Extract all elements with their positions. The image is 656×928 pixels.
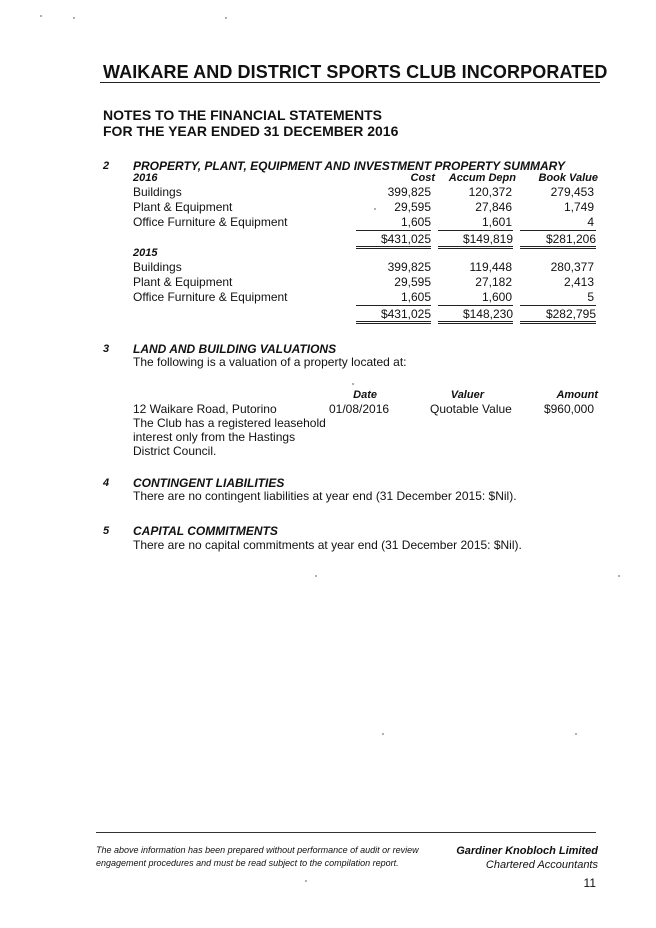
accum-depn-value: 27,846 [475, 200, 512, 214]
note-4-text: There are no contingent liabilities at year end (31 December 2015: $Nil). [133, 489, 517, 503]
column-header-book-value: Book Value [538, 172, 598, 184]
note-2-heading: PROPERTY, PLANT, EQUIPMENT AND INVESTMENT PROPERTY SUMMARY [133, 159, 566, 173]
cost-value: 399,825 [387, 260, 431, 274]
note-3-number: 3 [103, 343, 110, 355]
total-cost-2016: $431,025 [356, 230, 431, 249]
scan-speck [315, 575, 317, 577]
scan-speck [352, 383, 354, 385]
scan-speck [575, 733, 577, 735]
book-value: 279,453 [550, 185, 594, 199]
accum-depn-value: 119,448 [469, 260, 512, 274]
cost-value: 29,595 [394, 275, 431, 289]
asset-item: Plant & Equipment [133, 275, 233, 289]
book-value: 5 [587, 290, 594, 304]
asset-item: Buildings [133, 260, 182, 274]
property-address: 12 Waikare Road, Putorino [133, 402, 277, 416]
total-book-value-2015: $282,795 [520, 305, 596, 324]
book-value: 4 [587, 215, 594, 229]
asset-item: Buildings [133, 185, 182, 199]
cost-value: 399,825 [387, 185, 431, 199]
organisation-title: WAIKARE AND DISTRICT SPORTS CLUB INCORPORATED [103, 62, 608, 82]
column-header-accum-depn: Accum Depn [448, 172, 516, 184]
asset-item: Plant & Equipment [133, 200, 233, 214]
column-header-valuer: Valuer [450, 389, 484, 401]
accum-depn-value: 1,601 [481, 215, 512, 229]
firm-designation: Chartered Accountants [485, 859, 598, 871]
scan-speck [73, 17, 75, 19]
total-accum-depn-2015: $148,230 [438, 305, 513, 324]
note-5-heading: CAPITAL COMMITMENTS [133, 524, 278, 538]
cost-value: 1,605 [400, 290, 431, 304]
cost-value: 29,595 [394, 200, 431, 214]
note-4-heading: CONTINGENT LIABILITIES [133, 476, 285, 490]
year-label-2015: 2015 [133, 247, 158, 259]
book-value: 2,413 [563, 275, 594, 289]
column-header-cost: Cost [410, 172, 435, 184]
scan-speck [382, 733, 384, 735]
note-4-number: 4 [103, 477, 110, 489]
note-5-text: There are no capital commitments at year end (31 December 2015: $Nil). [133, 538, 522, 552]
scan-speck [225, 17, 227, 19]
statement-subtitle: NOTES TO THE FINANCIAL STATEMENTS [103, 107, 382, 123]
book-value: 280,377 [550, 260, 594, 274]
total-cost-2015: $431,025 [356, 305, 431, 324]
note-3-heading: LAND AND BUILDING VALUATIONS [133, 342, 337, 356]
lease-note-line: The Club has a registered leasehold [133, 416, 326, 430]
firm-name: Gardiner Knobloch Limited [456, 845, 598, 857]
lease-note-line: interest only from the Hastings [133, 430, 296, 444]
note-3-intro: The following is a valuation of a property located at: [133, 355, 407, 369]
column-header-date: Date [353, 389, 377, 401]
book-value: 1,749 [563, 200, 594, 214]
column-header-amount: Amount [556, 389, 598, 401]
footer-disclaimer-line2: engagement procedures and must be read subject to the compilation report. [96, 858, 399, 868]
scan-speck [374, 208, 376, 210]
lease-note-line: District Council. [133, 444, 217, 458]
asset-item: Office Furniture & Equipment [133, 290, 288, 304]
total-accum-depn-2016: $149,819 [438, 230, 513, 249]
scan-speck [618, 575, 620, 577]
scan-speck [40, 15, 42, 17]
accum-depn-value: 120,372 [468, 185, 512, 199]
note-2-number: 2 [103, 160, 110, 172]
footer-disclaimer-line1: The above information has been prepared without performance of audit or review [96, 845, 419, 855]
accum-depn-value: 1,600 [481, 290, 512, 304]
valuation-amount: $960,000 [543, 402, 594, 416]
valuation-date: 01/08/2016 [329, 402, 390, 416]
total-book-value-2016: $281,206 [520, 230, 596, 249]
note-5-number: 5 [103, 525, 110, 537]
accum-depn-value: 27,182 [475, 275, 512, 289]
valuer-name: Quotable Value [430, 402, 512, 416]
page-number: 11 [583, 876, 596, 890]
scan-speck [305, 880, 307, 882]
year-label-2016: 2016 [133, 172, 158, 184]
asset-item: Office Furniture & Equipment [133, 215, 288, 229]
title-underline [100, 82, 600, 83]
cost-value: 1,605 [400, 215, 431, 229]
statement-period: FOR THE YEAR ENDED 31 DECEMBER 2016 [103, 123, 399, 139]
footer-rule [96, 832, 596, 833]
